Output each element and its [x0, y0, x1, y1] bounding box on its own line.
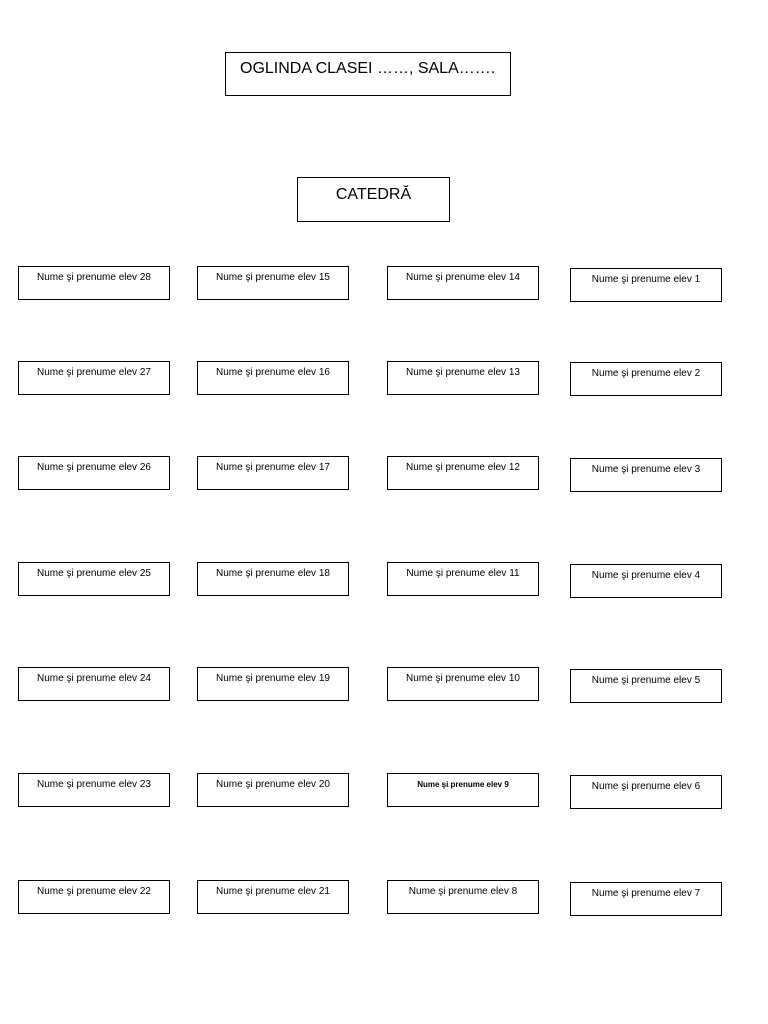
seat-box: Nume şi prenume elev 5	[570, 669, 722, 703]
seat-box: Nume şi prenume elev 10	[387, 667, 539, 701]
seat-box: Nume şi prenume elev 25	[18, 562, 170, 596]
seat-box: Nume şi prenume elev 1	[570, 268, 722, 302]
seat-box: Nume şi prenume elev 19	[197, 667, 349, 701]
seat-box: Nume şi prenume elev 8	[387, 880, 539, 914]
seat-box: Nume şi prenume elev 18	[197, 562, 349, 596]
seat-box: Nume şi prenume elev 6	[570, 775, 722, 809]
seat-box: Nume şi prenume elev 12	[387, 456, 539, 490]
seat-box: Nume şi prenume elev 20	[197, 773, 349, 807]
seat-box: Nume şi prenume elev 26	[18, 456, 170, 490]
seat-box: Nume şi prenume elev 11	[387, 562, 539, 596]
seat-box: Nume şi prenume elev 17	[197, 456, 349, 490]
seat-box: Nume şi prenume elev 14	[387, 266, 539, 300]
seat-box: Nume şi prenume elev 9	[387, 773, 539, 807]
seat-box: Nume şi prenume elev 15	[197, 266, 349, 300]
seat-box: Nume şi prenume elev 23	[18, 773, 170, 807]
seat-box: Nume şi prenume elev 21	[197, 880, 349, 914]
seat-box: Nume şi prenume elev 22	[18, 880, 170, 914]
seat-box: Nume şi prenume elev 24	[18, 667, 170, 701]
seat-box: Nume şi prenume elev 16	[197, 361, 349, 395]
seat-box: Nume şi prenume elev 4	[570, 564, 722, 598]
seat-box: Nume şi prenume elev 2	[570, 362, 722, 396]
teacher-desk-box: CATEDRĂ	[297, 177, 450, 222]
seat-box: Nume şi prenume elev 13	[387, 361, 539, 395]
page-title: OGLINDA CLASEI ……, SALA…….	[225, 52, 511, 96]
seat-box: Nume şi prenume elev 7	[570, 882, 722, 916]
seat-box: Nume şi prenume elev 28	[18, 266, 170, 300]
seat-box: Nume şi prenume elev 3	[570, 458, 722, 492]
seat-box: Nume şi prenume elev 27	[18, 361, 170, 395]
